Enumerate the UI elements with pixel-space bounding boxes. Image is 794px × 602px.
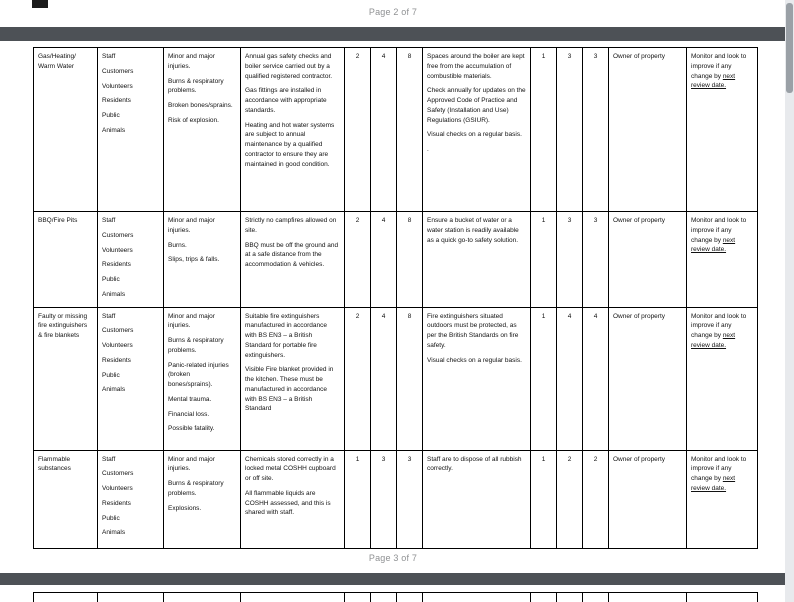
paragraph: Heating and hot water systems are subject to annual maintenance by a qualified contractor to ensure they are maintained in good condition. <box>245 121 335 168</box>
empty-cell <box>557 593 583 602</box>
monitor-review-date: next review date. <box>691 475 736 492</box>
empty-cell <box>371 593 397 602</box>
monitor-cell <box>687 212 758 308</box>
paragraph: Animals <box>102 529 126 537</box>
page-4-top <box>0 585 786 602</box>
table-row <box>34 212 758 308</box>
empty-cell <box>687 593 758 602</box>
table-row <box>34 48 758 212</box>
risk-score-cell: 8 <box>397 212 423 308</box>
paragraph: Suitable fire extinguishers manufactured in accordance with BS EN3 – a British Standard for portable fire extinguishers. <box>245 312 328 359</box>
paragraph: Possible fatality. <box>168 425 215 433</box>
further-controls-cell <box>423 307 531 450</box>
paragraph: Risk of explosion. <box>168 116 219 124</box>
paragraph: Burns & respiratory problems. <box>168 480 224 497</box>
paragraph: Public <box>102 112 120 119</box>
likelihood-score-cell: 1 <box>345 450 371 548</box>
likelihood-score-cell: 2 <box>345 212 371 308</box>
controls-cell <box>241 450 345 548</box>
injuries-cell <box>164 212 241 308</box>
paragraph: Staff <box>102 312 116 320</box>
residual-severity-cell: 2 <box>557 450 583 548</box>
monitor-cell <box>687 450 758 548</box>
severity-score-cell: 4 <box>371 212 397 308</box>
paragraph: Minor and major injuries. <box>168 53 215 70</box>
owner-cell: Owner of property <box>609 307 687 450</box>
paragraph: Financial loss. <box>168 410 210 418</box>
scrollbar-thumb[interactable] <box>786 3 793 93</box>
hazard-cell: Gas/Heating/ Warm Water <box>34 48 98 212</box>
paragraph: Slips, trips & falls. <box>168 256 220 264</box>
hazard-cell: Flammable substances <box>34 450 98 548</box>
risk-score-cell: 8 <box>397 48 423 212</box>
paragraph: Staff <box>102 53 116 60</box>
who-cell <box>98 212 164 308</box>
controls-cell <box>241 307 345 450</box>
paragraph: Strictly no campfires allowed on site. <box>245 217 337 234</box>
table-row <box>34 593 758 602</box>
paragraph: Chemicals stored correctly in a locked metal COSHH cupboard or off site. <box>245 455 336 482</box>
monitor-text: Monitor and look to improve if any change by <box>691 312 747 339</box>
monitor-cell <box>687 307 758 450</box>
severity-score-cell: 3 <box>371 450 397 548</box>
page-2-bottom <box>0 0 786 27</box>
monitor-review-date: next review date. <box>691 236 736 254</box>
who-cell <box>98 307 164 450</box>
paragraph: BBQ must be off the ground and at a safe distance from the accommodation & vehicles. <box>245 241 339 268</box>
injuries-cell <box>164 48 241 212</box>
empty-cell <box>583 593 609 602</box>
likelihood-score-cell: 2 <box>345 48 371 212</box>
paragraph: Staff <box>102 217 116 224</box>
owner-cell: Owner of property <box>609 48 687 212</box>
paragraph: Animals <box>102 126 126 134</box>
owner-cell: Owner of property <box>609 212 687 308</box>
paragraph: . <box>427 146 429 153</box>
empty-cell <box>241 593 345 602</box>
residual-risk-cell: 4 <box>583 307 609 450</box>
residual-risk-cell: 3 <box>583 212 609 308</box>
paragraph: Public <box>102 371 120 379</box>
further-controls-cell <box>423 212 531 308</box>
paragraph: Residents <box>102 261 131 269</box>
table-row <box>34 450 758 548</box>
paragraph: Animals <box>102 290 126 298</box>
paragraph: Fire extinguishers situated outdoors must be protected, as per the British Standards on fire safety. <box>427 312 519 349</box>
risk-score-cell: 3 <box>397 450 423 548</box>
paragraph: Customers <box>102 327 134 335</box>
risk-assessment-table <box>33 47 758 549</box>
paragraph: Staff <box>102 455 116 463</box>
paragraph: Staff are to dispose of all rubbish correctly. <box>427 455 522 473</box>
paragraph: Broken bones/sprains. <box>168 102 233 109</box>
likelihood-score-cell: 2 <box>345 307 371 450</box>
severity-score-cell: 4 <box>371 307 397 450</box>
paragraph: Visible Fire blanket provided in the kitchen. These must be manufactured in accordance with BS EN3 – a British Standard <box>245 366 334 413</box>
who-cell <box>98 450 164 548</box>
paragraph: Volunteers <box>102 82 133 90</box>
paragraph: Explosions. <box>168 504 202 512</box>
residual-likelihood-cell: 1 <box>531 212 557 308</box>
monitor-review-date: next review date. <box>691 332 736 349</box>
next-page-table-top <box>33 592 758 602</box>
empty-cell <box>345 593 371 602</box>
monitor-text: Monitor and look to improve if any change by <box>691 217 747 244</box>
further-controls-cell <box>423 450 531 548</box>
paragraph: Residents <box>102 356 131 364</box>
injuries-cell <box>164 307 241 450</box>
monitor-text: Monitor and look to improve if any change by <box>691 455 747 482</box>
page-2-footer: Page 2 of 7 <box>368 7 418 17</box>
empty-cell <box>609 593 687 602</box>
residual-severity-cell: 3 <box>557 212 583 308</box>
paragraph: Visual checks on a regular basis. <box>427 131 522 139</box>
injuries-cell <box>164 450 241 548</box>
table-row <box>34 307 758 450</box>
paragraph: Volunteers <box>102 485 133 492</box>
paragraph: Customers <box>102 231 134 239</box>
paragraph: Volunteers <box>102 342 133 349</box>
page-3-footer: Page 3 of 7 <box>368 553 418 563</box>
monitor-review-date: next review date. <box>691 72 736 90</box>
who-cell <box>98 48 164 212</box>
paragraph: Minor and major injuries. <box>168 312 215 330</box>
hazard-cell: BBQ/Fire Pits <box>34 212 98 308</box>
paragraph: Burns. <box>168 241 187 249</box>
residual-likelihood-cell: 1 <box>531 307 557 450</box>
monitor-cell <box>687 48 758 212</box>
paragraph: Customers <box>102 67 134 75</box>
residual-likelihood-cell: 1 <box>531 450 557 548</box>
paragraph: Minor and major injuries. <box>168 455 215 473</box>
paragraph: Gas fittings are installed in accordance with appropriate standards. <box>245 87 327 114</box>
empty-cell <box>397 593 423 602</box>
residual-likelihood-cell: 1 <box>531 48 557 212</box>
paragraph: Burns & respiratory problems. <box>168 77 224 95</box>
residual-risk-cell: 2 <box>583 450 609 548</box>
controls-cell <box>241 48 345 212</box>
controls-cell <box>241 212 345 308</box>
paragraph: Volunteers <box>102 246 133 254</box>
paragraph: Spaces around the boiler are kept free from the accumulation of combustible materials. <box>427 53 525 80</box>
monitor-text: Monitor and look to improve if any change by <box>691 53 747 80</box>
paragraph: Visual checks on a regular basis. <box>427 356 522 364</box>
paragraph: Residents <box>102 499 131 507</box>
paragraph: Minor and major injuries. <box>168 217 215 234</box>
empty-cell <box>164 593 241 602</box>
owner-cell: Owner of property <box>609 450 687 548</box>
paragraph: Animals <box>102 386 126 394</box>
paragraph: Public <box>102 276 120 283</box>
page-3 <box>0 41 786 573</box>
paragraph: Burns & respiratory problems. <box>168 337 224 354</box>
paragraph: Panic-related injuries (broken bones/sprains). <box>168 361 229 388</box>
empty-cell <box>531 593 557 602</box>
vertical-scrollbar[interactable] <box>785 0 794 602</box>
residual-severity-cell: 4 <box>557 307 583 450</box>
paragraph: Annual gas safety checks and boiler service carried out by a qualified registered contractor. <box>245 53 333 80</box>
severity-score-cell: 4 <box>371 48 397 212</box>
paragraph: Public <box>102 514 120 522</box>
paragraph: Residents <box>102 97 131 105</box>
paragraph: Mental trauma. <box>168 395 212 403</box>
paragraph: Customers <box>102 470 134 478</box>
residual-risk-cell: 3 <box>583 48 609 212</box>
hazard-cell: Faulty or missing fire extinguishers & fire blankets <box>34 307 98 450</box>
empty-cell <box>34 593 98 602</box>
paragraph: Check annually for updates on the Approved Code of Practice and Safety (Installation and Use) Regulations (GSIUR). <box>427 87 526 124</box>
empty-cell <box>98 593 164 602</box>
risk-score-cell: 8 <box>397 307 423 450</box>
empty-cell <box>423 593 531 602</box>
further-controls-cell <box>423 48 531 212</box>
paragraph: All flammable liquids are COSHH assessed, and this is shared with staff. <box>245 489 331 517</box>
residual-severity-cell: 3 <box>557 48 583 212</box>
paragraph: Ensure a bucket of water or a water station is readily available as a quick go-to safety solution. <box>427 217 519 244</box>
